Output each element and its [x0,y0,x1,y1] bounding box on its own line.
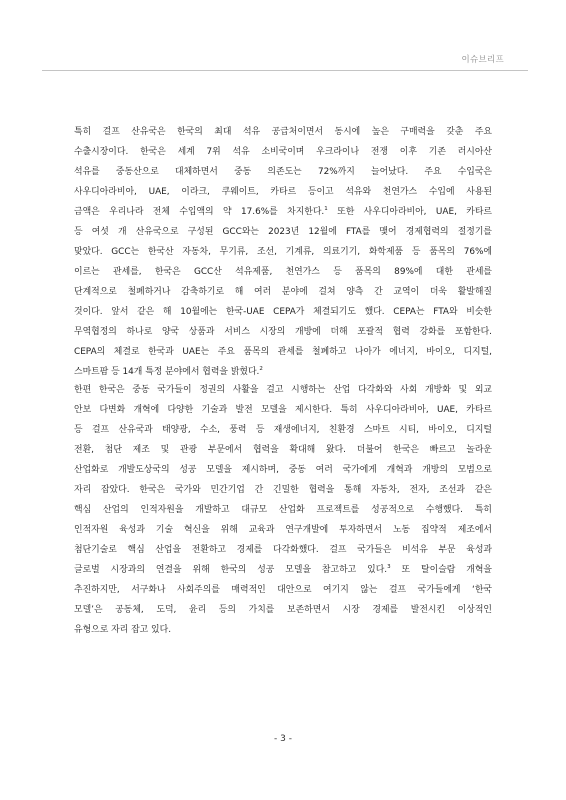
text-line: 인적자원 육성과 기술 혁신을 위해 교육과 연구개발에 투자하면서 노동 집약적 제조에서 [74,525,492,535]
header-divider [42,70,528,71]
body-paragraph-2 [74,380,492,640]
footnote-marker: 1 [324,206,328,212]
text-segment: 스마트팜 등 14개 특정 분야에서 협력을 밝혔다. [74,367,260,377]
text-segment: 금액은 우리나라 전체 수입액의 약 17.6%를 차지한다. [74,207,325,217]
text-line: 맞았다. GCC는 한국산 자동차, 무기류, 조선, 기계류, 의료기기, 화학제품 등 품목의 76%에 [74,247,492,257]
text-line: 안보 다변화 개혁에 다양한 기술과 발전 모델을 제시한다. 특히 사우디아라비아, UAE, 카타르 [74,405,492,415]
text-line [74,202,492,222]
body-paragraph-1 [74,122,492,382]
text-line [74,362,492,382]
text-segment: 글로벌 시장과의 연결을 위해 한국의 성공 모델을 참고하고 있다. [74,565,388,575]
text-line: 것이다. 앞서 같은 해 10월에는 한국-UAE CEPA가 체결되기도 했다. CEPA는 FTA와 비슷한 [74,307,492,317]
text-line: 무역협정의 하나로 양국 상품과 서비스 시장의 개방에 더해 포괄적 협력 강화를 포함한다. [74,327,492,337]
report-type-label: 이슈브리프 [461,55,504,65]
footnote-marker: 2 [259,366,263,372]
text-line: 이르는 관세를, 한국은 GCC산 석유제품, 천연가스 등 품목의 89%에 대한 관세를 [74,267,492,277]
text-line: 특히 걸프 산유국은 한국의 최대 석유 공급처이면서 동시에 높은 구매력을 갖춘 주요 [74,127,492,137]
text-line: 한편 한국은 중동 국가들이 정권의 사활을 걸고 시행하는 산업 다각화와 사회 개방화 및 외교 [74,385,492,395]
text-line: 첨단기술로 핵심 산업을 전환하고 경제를 다각화했다. 걸프 국가들은 비석유 부문 육성과 [74,545,492,555]
text-line: 산업화로 개발도상국의 성공 모델을 제시하며, 중동 여러 국가에게 개혁과 개방의 모범으로 [74,465,492,475]
text-line: 사우디아라비아, UAE, 이라크, 쿠웨이트, 카타르 등이고 석유와 천연가스 수입에 사용된 [74,187,492,197]
page-number: - 3 - [274,734,292,744]
text-line: 단계적으로 철폐하거나 감축하기로 해 여러 분야에 걸쳐 양측 간 교역이 더욱 활발해질 [74,287,492,297]
text-line: 핵심 산업의 인적자원을 개발하고 대규모 산업화 프로젝트를 성공적으로 수행했다. 특히 [74,505,492,515]
text-line: 등 여섯 개 산유국으로 구성된 GCC와는 2023년 12월에 FTA를 맺어 경제협력의 절정기를 [74,227,492,237]
text-line: 석유를 중동산으로 대체하면서 중동 의존도는 72%까지 늘어났다. 주요 수입국은 [74,167,492,177]
text-line: 등 걸프 산유국과 태양광, 수소, 풍력 등 재생에너지, 친환경 스마트 시티, 바이오, 디지털 [74,425,492,435]
text-line: 전환, 첨단 제조 및 관광 부문에서 협력을 확대해 왔다. 더불어 한국은 빠르고 놀라운 [74,445,492,455]
text-line: 유형으로 자리 잡고 있다. [74,625,172,635]
footnote-marker: 3 [387,564,391,570]
text-line: 수출시장이다. 한국은 세계 7위 석유 소비국이며 우크라이나 전쟁 이후 기존 러시아산 [74,147,492,157]
text-line: 모델’은 공동체, 도덕, 윤리 등의 가치를 보존하면서 시장 경제를 발전시킨 이상적인 [74,605,492,615]
text-line: 추진하지만, 서구화나 사회주의를 매력적인 대안으로 여기지 않는 걸프 국가들에게 ‘한국 [74,585,492,595]
text-line: CEPA의 체결로 한국과 UAE는 주요 품목의 관세를 철폐하고 나아가 에너지, 바이오, 디지털, [74,347,492,357]
text-segment: 또한 사우디아라비아, UAE, 카타르 [327,207,492,217]
text-line: 자리 잡았다. 한국은 국가와 민간기업 간 긴밀한 협력을 통해 자동차, 전자, 조선과 같은 [74,485,492,495]
text-line [74,560,492,580]
text-segment: 또 탈이슬람 개혁을 [390,565,492,575]
